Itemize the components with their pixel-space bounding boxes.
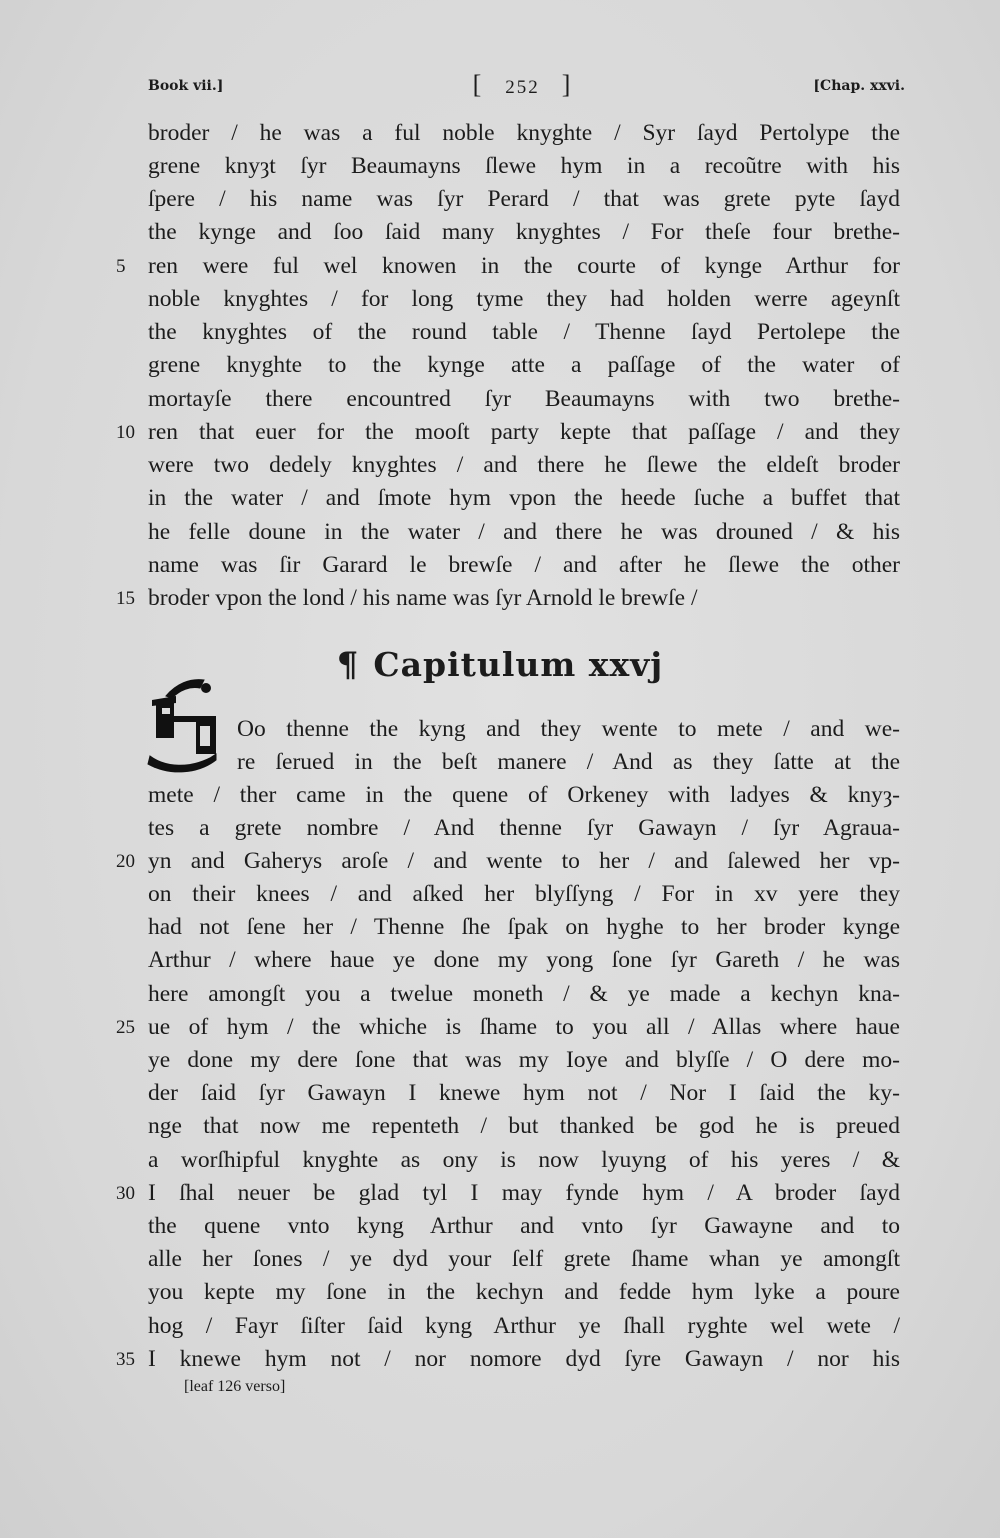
text-line: the kynge and ſoo ſaid many knyghtes / For theſe four brethe- xyxy=(148,219,900,245)
text-line: alle her ſones / ye dyd your ſelf grete ſhame whan ye amongſt xyxy=(148,1246,900,1272)
text-line: mortayſe there encountred ſyr Beaumayns with two brethe- xyxy=(148,386,900,412)
text-line: were two dedely knyghtes / and there he ſlewe the eldeſt broder xyxy=(148,452,900,478)
text-line: noble knyghtes / for long tyme they had holden werre ageynſt xyxy=(148,286,900,312)
pilcrow-icon: ¶ xyxy=(336,645,360,685)
text-line: grene knyȝt ſyr Beaumayns ſlewe hym in a recoũtre with his xyxy=(148,153,900,179)
text-line: Oo thenne the kyng and they wente to mete / and we- xyxy=(237,716,900,742)
bracket-open: [ xyxy=(472,70,484,99)
line-number: 5 xyxy=(116,256,126,277)
text-line: I knewe hym not / nor nomore dyd ſyre Gawayn / nor his xyxy=(148,1346,900,1372)
text-line: ren were ful wel knowen in the courte of kynge Arthur for xyxy=(148,253,900,279)
text-line: ue of hym / the whiche is ſhame to you all / Allas where haue xyxy=(148,1014,900,1040)
text-line: in the water / and ſmote hym vpon the heede ſuche a buffet that xyxy=(148,485,900,511)
text-line: had not ſene her / Thenne ſhe ſpak on hyghe to her broder kynge xyxy=(148,914,900,940)
line-number: 15 xyxy=(116,588,135,609)
bracket-close: ] xyxy=(561,70,573,99)
line-number: 10 xyxy=(116,422,135,443)
text-line: ren that euer for the mooſt party kepte that paſſage / and they xyxy=(148,419,900,445)
text-line: ſpere / his name was ſyr Perard / that was grete pyte ſayd xyxy=(148,186,900,212)
text-line: he felle doune in the water / and there he was drouned / & his xyxy=(148,519,900,545)
running-header xyxy=(140,70,905,106)
chapter-reference: [Chap. xxvi. xyxy=(813,78,905,94)
text-line: a worſhipful knyghte as ony is now lyuyng of his yeres / & xyxy=(148,1147,900,1173)
chapter-title: Capitulum xxvj xyxy=(373,645,664,684)
text-line: der ſaid ſyr Gawayn I knewe hym not / Nor I ſaid the ky- xyxy=(148,1080,900,1106)
text-line: you kepte my ſone in the kechyn and fedde hym lyke a poure xyxy=(148,1279,900,1305)
page-number: 252 xyxy=(505,77,540,98)
text-line: Arthur / where haue ye done my yong ſone ſyr Gareth / he was xyxy=(148,947,900,973)
book-reference: Book vii.] xyxy=(148,78,224,94)
text-line: hog / Fayr ſiſter ſaid kyng Arthur ye ſhall ryghte wel wete / xyxy=(148,1313,900,1339)
text-line: here amongſt you a twelue moneth / & ye made a kechyn kna- xyxy=(148,981,900,1007)
text-line: nge that now me repenteth / but thanked be god he is preued xyxy=(148,1113,900,1139)
text-line: the knyghtes of the round table / Thenne ſayd Pertolepe the xyxy=(148,319,900,345)
text-line: grene knyghte to the kynge atte a paſſage of the water of xyxy=(148,352,900,378)
text-line: broder / he was a ful noble knyghte / Syr ſayd Pertolype the xyxy=(148,120,900,146)
text-line: tes a grete nombre / And thenne ſyr Gawayn / ſyr Agraua- xyxy=(148,815,900,841)
text-line: yn and Gaherys aroſe / and wente to her / and ſalewed her vp- xyxy=(148,848,900,874)
line-number: 35 xyxy=(116,1349,135,1370)
leaf-note: [leaf 126 verso] xyxy=(184,1378,286,1395)
page-number-block xyxy=(140,70,905,100)
text-line: on their knees / and aſked her blyſſyng / For in xv yere they xyxy=(148,881,900,907)
text-line: mete / ther came in the quene of Orkeney with ladyes & knyȝ- xyxy=(148,782,900,808)
line-number: 25 xyxy=(116,1017,135,1038)
text-line: ye done my dere ſone that was my Ioye and blyſſe / O dere mo- xyxy=(148,1047,900,1073)
text-line: name was ſir Garard le brewſe / and after he ſlewe the other xyxy=(148,552,900,578)
line-number: 30 xyxy=(116,1183,135,1204)
text-line: re ſerued in the beſt manere / And as they ſatte at the xyxy=(237,749,900,775)
line-number: 20 xyxy=(116,851,135,872)
drop-initial-s-icon xyxy=(146,676,236,780)
text-line: broder vpon the lond / his name was ſyr Arnold le brewſe / xyxy=(148,585,698,611)
text-line: I ſhal neuer be glad tyl I may fynde hym / A broder ſayd xyxy=(148,1180,900,1206)
text-line: the quene vnto kyng Arthur and vnto ſyr Gawayne and to xyxy=(148,1213,900,1239)
